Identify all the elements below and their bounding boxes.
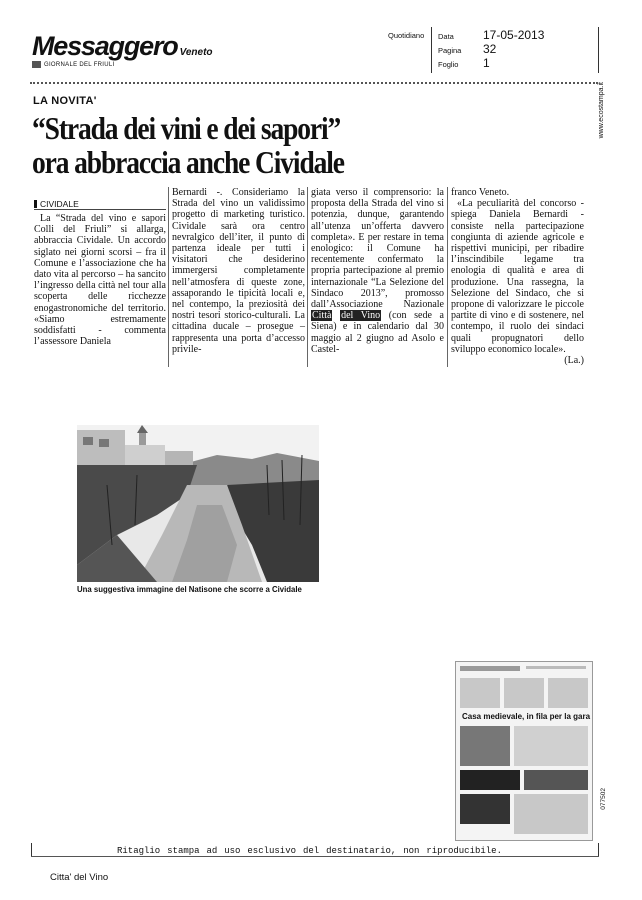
frequency-label: Quotidiano xyxy=(388,31,425,40)
masthead-region: Veneto xyxy=(179,47,213,58)
article-author: (La.) xyxy=(564,355,584,367)
header-divider xyxy=(431,27,432,73)
article-column-1: La “Strada del vino e sapori Colli del Friuli” si allarga, abbraccia Cividale. Un accordo siglato nei giorni scorsi – fra il Comune e l’associazione che ha dato vita al percorso – ha sancito l’ingresso della città nel tour alla scoperta delle ricchezze enogastronomiche del territorio. «Siamo estremamente soddisfatti - commenta l’assessore Daniela xyxy=(34,213,166,348)
tag-marker-icon xyxy=(34,200,37,208)
page-thumbnail xyxy=(455,661,593,841)
clipping-source-label: Citta' del Vino xyxy=(50,872,109,883)
masthead-subtitle: GIORNALE DEL FRIULI xyxy=(44,61,115,68)
article-column-4 xyxy=(451,187,584,366)
column-4-paragraph-2: «La peculiarità del concorso - spiega Daniela Bernardi - consiste nella partecipazione congiunta di aziende agricole e rispettivi municipi, per ribadire l’inscindibile legame tra enologia di qualità e area di produzione. Una rassegna, la Selezione del Sindaco, che si propone di valorizzare le piccole partite di vino e di sostenere, nel contempo, il ruolo dei sindaci quali propugnatori dello sviluppo economico locale». xyxy=(451,198,584,355)
highlight-del-vino: del Vino xyxy=(341,310,381,322)
location-tag-label: CIVIDALE xyxy=(40,199,79,209)
meta-block xyxy=(438,28,544,70)
article-kicker: LA NOVITA' xyxy=(33,95,97,107)
footer-rule xyxy=(31,856,599,857)
page-label: Pagina xyxy=(438,46,462,55)
natisone-photo xyxy=(77,425,319,582)
masthead-logo-icon xyxy=(32,61,41,68)
masthead-title: Messaggero xyxy=(32,31,178,61)
article-column-3: giata verso il comprensorio: la proposta della Strada del vino si potenzia, dunque, garantendo all’utenza un’offerta davvero completa». E per restare in tema enologico: il Comune ha recentemente confermato la propria partecipazione al premio internazionale “La Selezione del Sindaco 2013”, promosso dall’Associazione Nazionale Città del Vino (con sede a Siena) e in calendario dal 30 maggio al 2 giugno ad Asolo e Castel- xyxy=(311,187,444,355)
photo-caption: Una suggestiva immagine del Natisone che scorre a Cividale xyxy=(77,585,302,594)
side-url: www.ecostampa.it xyxy=(598,82,605,139)
reproduction-notice: Ritaglio stampa ad uso esclusivo del destinatario, non riproducibile. xyxy=(117,846,502,856)
header-dotted-rule xyxy=(30,82,598,84)
headline-line-2: ora abbraccia anche Cividale xyxy=(32,144,344,180)
column-divider xyxy=(447,187,448,367)
column-4-paragraph-1: franco Veneto. xyxy=(451,187,510,198)
date-value: 17-05-2013 xyxy=(483,28,545,42)
page-value: 32 xyxy=(483,42,497,56)
column-divider xyxy=(168,187,169,367)
footer-left-tick xyxy=(31,843,32,857)
column-divider xyxy=(307,187,308,367)
sheet-value: 1 xyxy=(483,56,490,70)
side-code: 077502 xyxy=(600,788,607,810)
sheet-label: Foglio xyxy=(438,60,459,69)
date-label: Data xyxy=(438,32,454,41)
location-tag xyxy=(34,199,79,209)
footer-right-tick xyxy=(598,843,599,857)
header-divider-right xyxy=(598,27,599,73)
tag-rule xyxy=(34,209,166,210)
masthead xyxy=(32,33,213,68)
headline-line-1: “Strada dei vini e dei sapori” xyxy=(32,110,341,146)
article-headline xyxy=(32,111,344,179)
thumbnail-headline: Casa medievale, in fila per la gara xyxy=(462,712,591,721)
article-column-2: Bernardi -. Consideriamo la Strada del vino un validissimo progetto di marketing turistico. Cividale sarà ora centro nevralgico dell’iter, il punto di partenza ideale per tutti i visitatori che desiderino immergersi completamente nell’atmosfera di queste zone, assaporando le tipicità locali e, nel contempo, la preziosità dei nostri tesori storico-culturali. La cittadina ducale – prosegue – rappresenta una porta d’accesso privile- xyxy=(172,187,305,355)
highlight-citta: Città xyxy=(312,310,332,322)
